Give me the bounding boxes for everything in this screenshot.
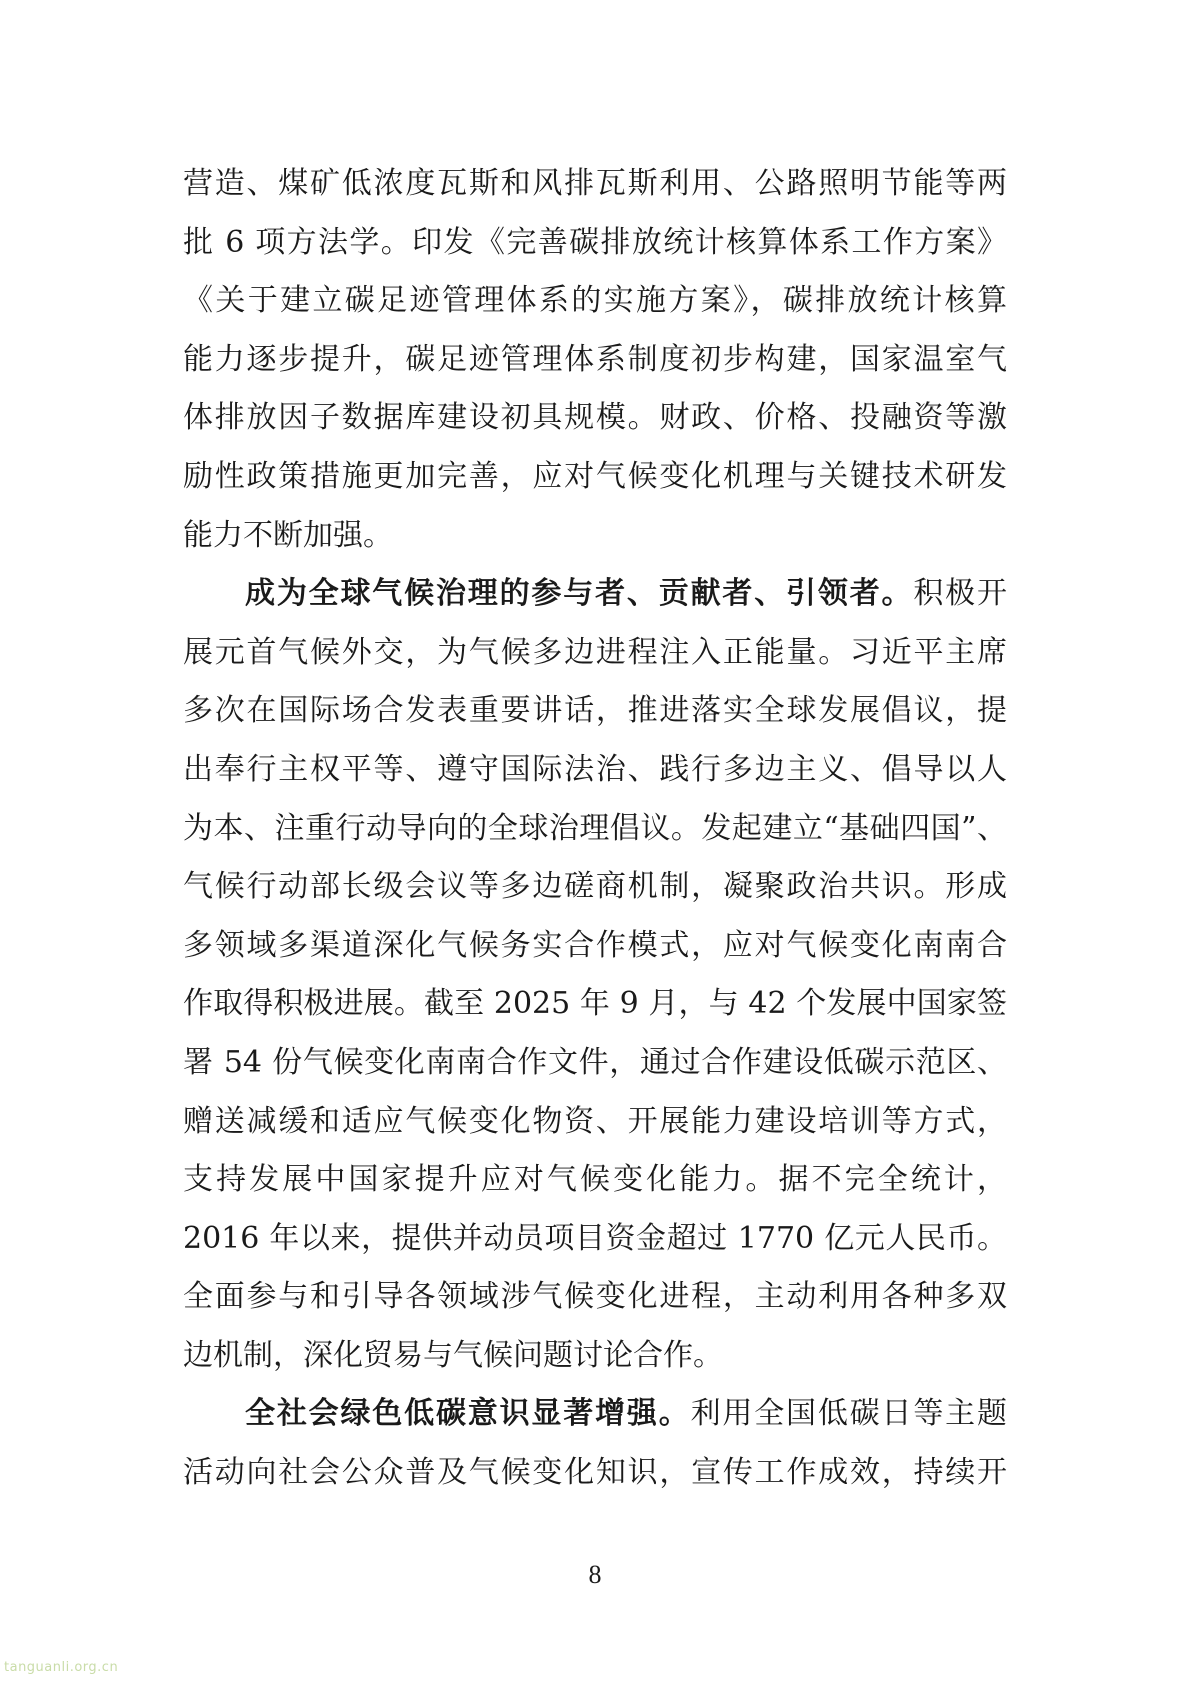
text-line: 能力不断加强。 (183, 517, 393, 553)
paragraph-first-line (183, 1385, 1007, 1444)
text-line: 展元首气候外交，为气候多边进程注入正能量。习近平主席 (183, 634, 1007, 670)
paragraph-first-line (183, 565, 1007, 624)
text-line: 多次在国际场合发表重要讲话，推进落实全球发展倡议，提 (183, 693, 1007, 729)
text-line: 气候行动部长级会议等多边磋商机制，凝聚政治共识。形成 (183, 869, 1007, 905)
text-line: 为本、注重行动导向的全球治理倡议。发起建立“基础四国”、 (183, 810, 1007, 846)
text-line: 励性政策措施更加完善，应对气候变化机理与关键技术研发 (183, 458, 1007, 494)
watermark: tanguanli.org.cn (4, 1660, 119, 1675)
text-line: 营造、煤矿低浓度瓦斯和风排瓦斯利用、公路照明节能等两 (183, 166, 1007, 201)
text-line: 署 54 份气候变化南南合作文件，通过合作建设低碳示范区、 (183, 1044, 1007, 1080)
text-line: 批 6 项方法学。印发《完善碳排放统计核算体系工作方案》 (183, 224, 1007, 260)
text-line: 边机制，深化贸易与气候问题讨论合作。 (183, 1337, 723, 1373)
text-line: 赠送减缓和适应气候变化物资、开展能力建设培训等方式， (183, 1103, 1007, 1139)
page-number: 8 (588, 1560, 602, 1589)
text-line: 作取得积极进展。截至 2025 年 9 月，与 42 个发展中国家签 (183, 986, 1007, 1022)
text-line: 支持发展中国家提升应对气候变化能力。据不完全统计， (183, 1162, 1007, 1198)
text-line: 活动向社会公众普及气候变化知识，宣传工作成效，持续开 (183, 1455, 1007, 1491)
paragraph-heading: 成为全球气候治理的参与者、贡献者、引领者。 (245, 576, 914, 612)
text-line: 全面参与和引导各领域涉气候变化进程，主动利用各种多双 (183, 1279, 1007, 1315)
text-line: 2016 年以来，提供并动员项目资金超过 1770 亿元人民币。 (183, 1220, 1007, 1256)
paragraph-first-line-text: 积极开 (913, 576, 1008, 612)
text-line: 能力逐步提升，碳足迹管理体系制度初步构建，国家温室气 (183, 341, 1007, 377)
text-line: 体排放因子数据库建设初具规模。财政、价格、投融资等激 (183, 400, 1007, 436)
paragraph-heading: 全社会绿色低碳意识显著增强。 (245, 1396, 691, 1432)
body-text (183, 155, 1007, 1503)
text-line: 《关于建立碳足迹管理体系的实施方案》，碳排放统计核算 (183, 283, 1007, 319)
text-line: 出奉行主权平等、遵守国际法治、践行多边主义、倡导以人 (183, 751, 1007, 787)
paragraph-first-line-text: 利用全国低碳日等主题 (690, 1396, 1008, 1432)
text-line: 多领域多渠道深化气候务实合作模式，应对气候变化南南合 (183, 927, 1007, 963)
